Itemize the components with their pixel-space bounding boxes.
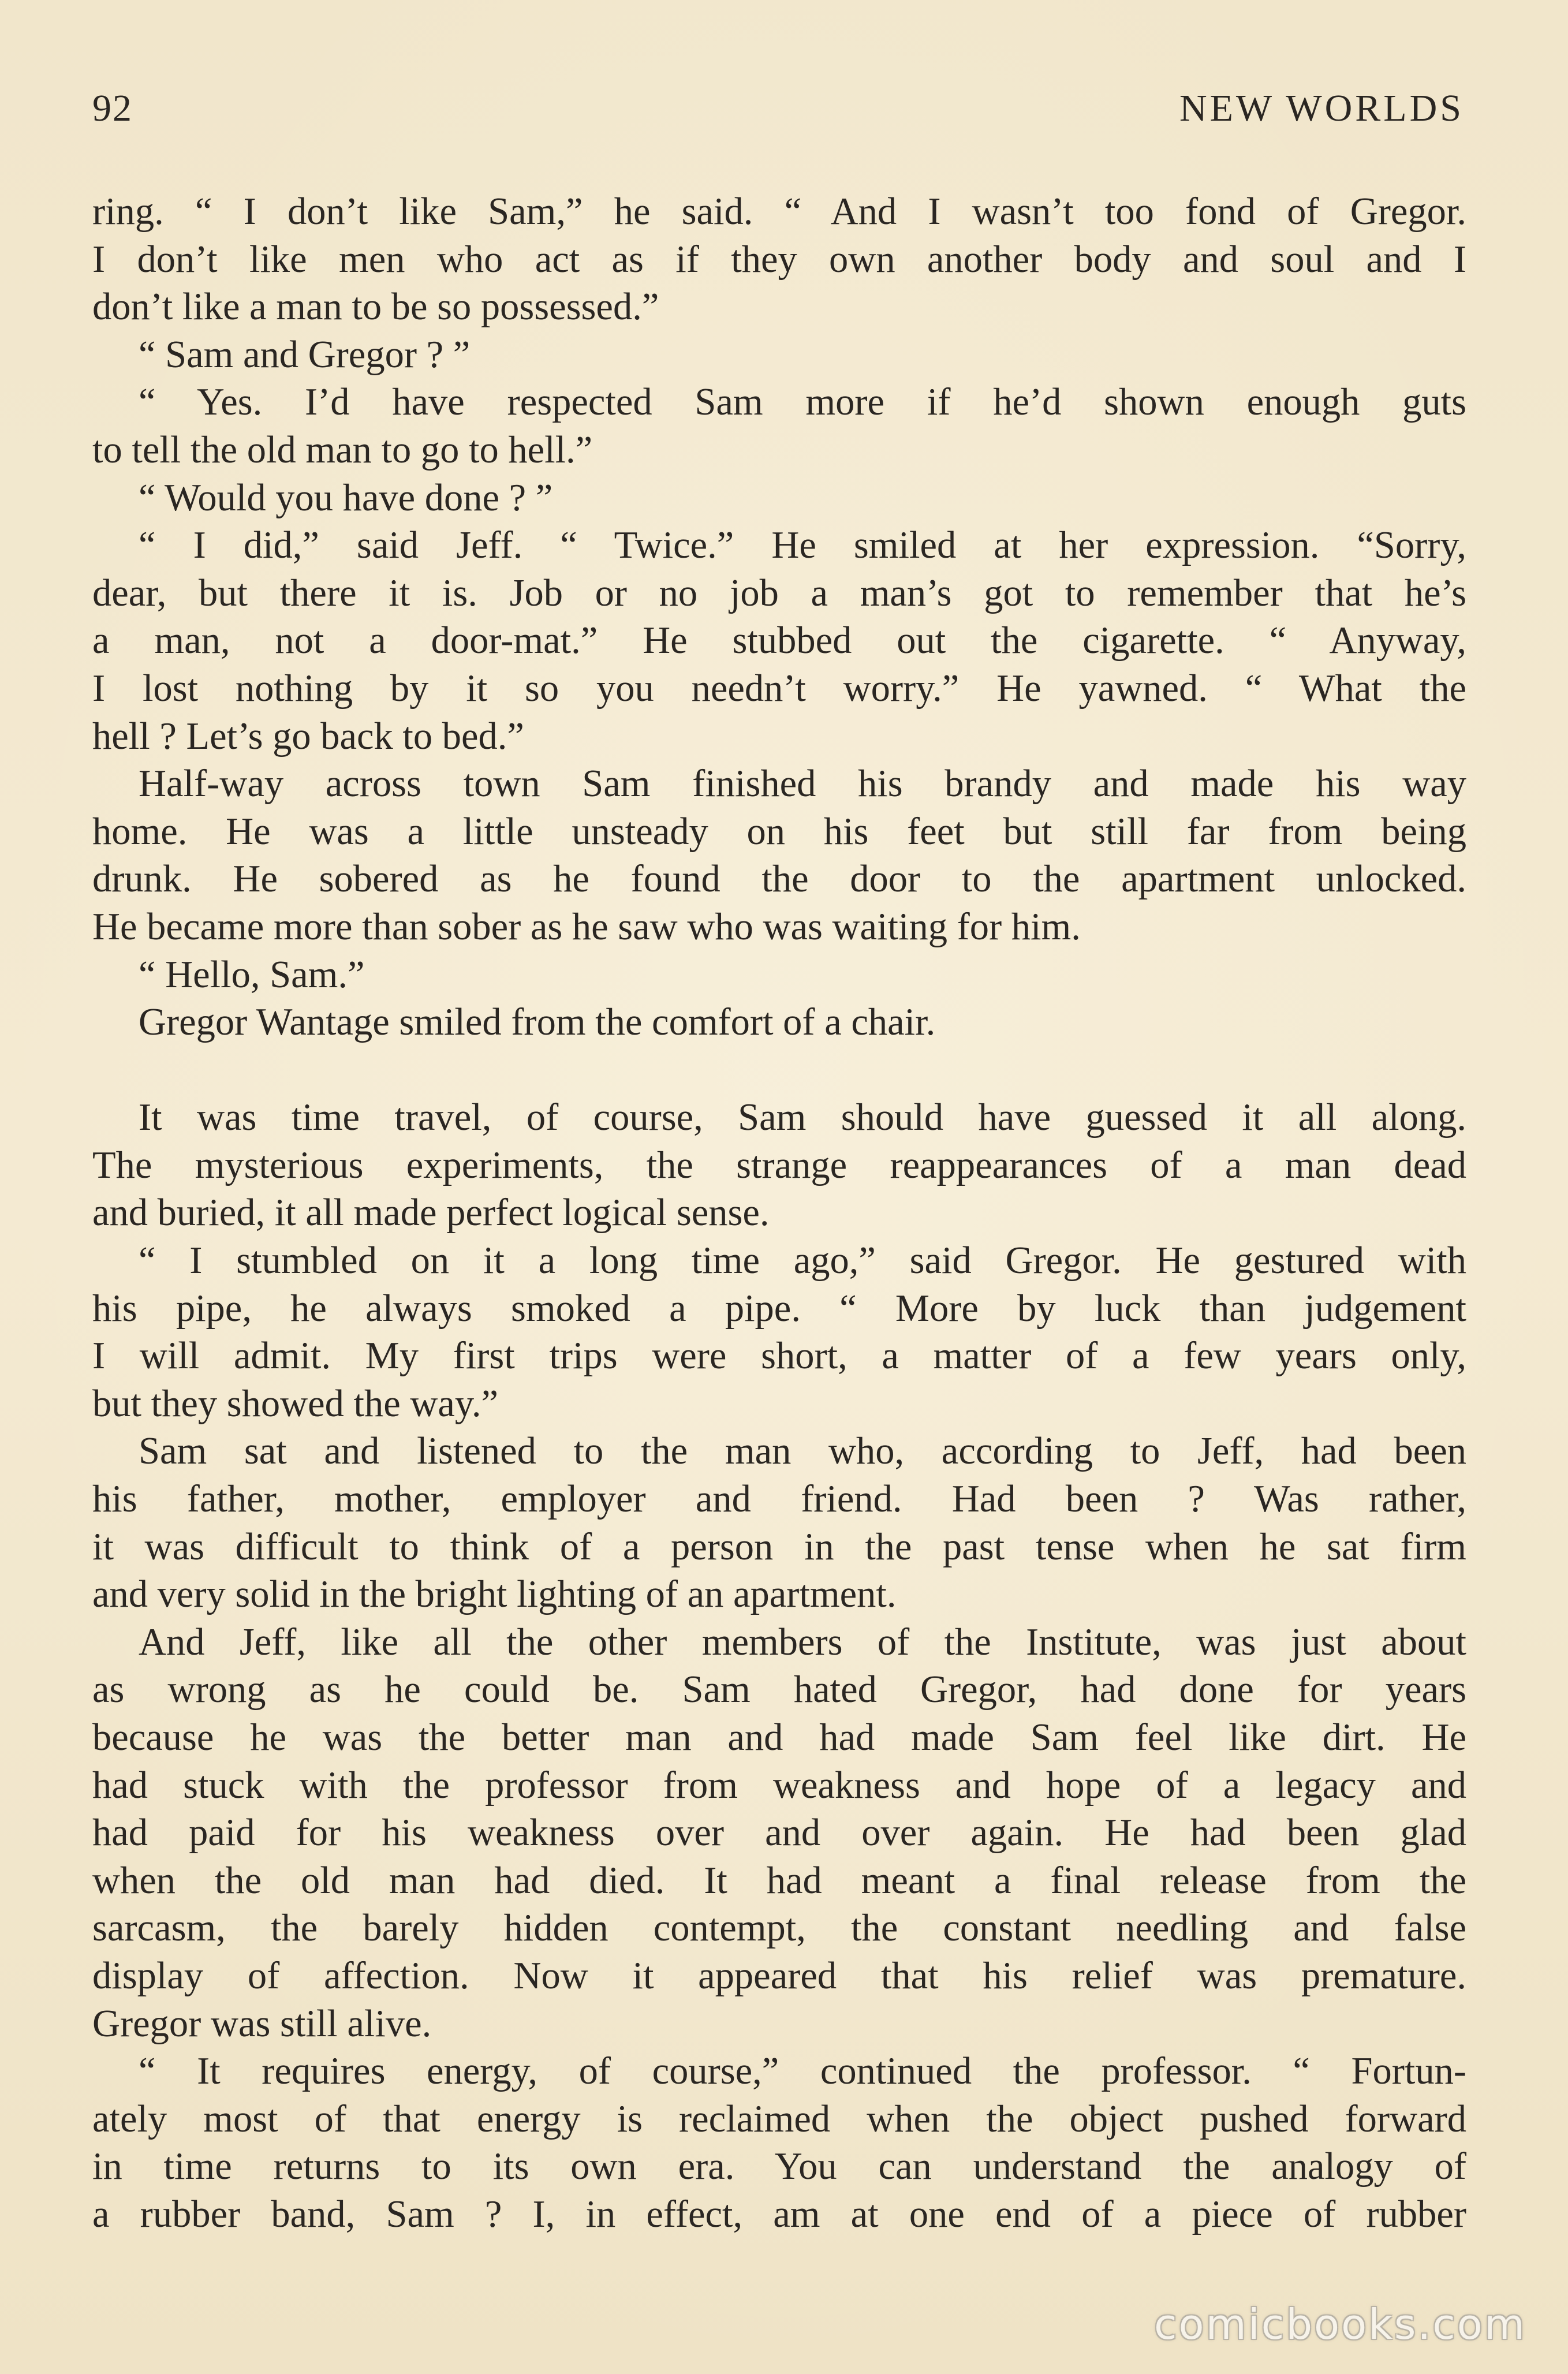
text-line: Gregor was still alive. xyxy=(92,2002,432,2045)
text-line: And Jeff, like all the other members of the Institute, was just about xyxy=(139,1621,1466,1663)
text-line: “ I did,” said Jeff. “ Twice.” He smiled at her expression. “Sorry, xyxy=(139,524,1466,567)
text-line: drunk. He sobered as he found the door to the apartment unlocked. xyxy=(92,858,1466,901)
text-line: hell ? Let’s go back to bed.” xyxy=(92,715,524,757)
text-line: display of affection. Now it appeared that his relief was premature. xyxy=(92,1954,1466,1997)
page-number: 92 xyxy=(92,87,133,129)
text-line: but they showed the way.” xyxy=(92,1382,498,1425)
text-line: I will admit. My first trips were short, a matter of a few years only, xyxy=(92,1335,1466,1378)
paragraph xyxy=(92,2048,1466,2238)
text-line: home. He was a little unsteady on his feet but still far from being xyxy=(92,810,1466,853)
paragraph xyxy=(92,760,1466,951)
text-line: because he was the better man and had made Sam feel like dirt. He xyxy=(92,1716,1466,1759)
text-line: don’t like a man to be so possessed.” xyxy=(92,286,659,329)
text-line: I don’t like men who act as if they own another body and soul and I xyxy=(92,238,1466,281)
text-line: “ Sam and Gregor ? ” xyxy=(139,333,471,376)
paragraph xyxy=(92,522,1466,760)
text-line: Sam sat and listened to the man who, according to Jeff, had been xyxy=(139,1430,1466,1473)
watermark-logo: comicbooks.com xyxy=(1153,2300,1526,2349)
paragraph xyxy=(92,999,1466,1047)
paragraph xyxy=(92,1428,1466,1618)
text-line: as wrong as he could be. Sam hated Gregor, had done for years xyxy=(92,1668,1466,1711)
paragraph xyxy=(92,331,1466,379)
text-line: his father, mother, employer and friend. Had been ? Was rather, xyxy=(92,1478,1466,1521)
text-line: Gregor Wantage smiled from the comfort of a chair. xyxy=(139,1001,936,1044)
text-line: dear, but there it is. Job or no job a man’s got to remember that he’s xyxy=(92,572,1466,614)
text-line: when the old man had died. It had meant a final release from the xyxy=(92,1859,1466,1902)
text-line: ring. “ I don’t like Sam,” he said. “ And I wasn’t too fond of Gregor. xyxy=(92,191,1466,233)
text-line: ately most of that energy is reclaimed when the object pushed forward xyxy=(92,2097,1466,2140)
running-title: NEW WORLDS xyxy=(1179,87,1464,129)
text-line: “ I stumbled on it a long time ago,” said Gregor. He gestured with xyxy=(139,1240,1466,1282)
text-line: a rubber band, Sam ? I, in effect, am at one end of a piece of rubber xyxy=(92,2193,1466,2235)
text-line: “ Hello, Sam.” xyxy=(139,953,365,996)
page-header xyxy=(92,87,1464,139)
paragraph xyxy=(92,1237,1466,1428)
text-line: had stuck with the professor from weakness and hope of a legacy and xyxy=(92,1764,1466,1806)
text-line: “ It requires energy, of course,” continued the professor. “ Fortun- xyxy=(139,2050,1466,2093)
paragraph xyxy=(92,1094,1466,1237)
text-line: “ Yes. I’d have respected Sam more if he’d shown enough guts xyxy=(139,381,1466,424)
text-line: in time returns to its own era. You can understand the analogy of xyxy=(92,2145,1466,2188)
paragraph xyxy=(92,1619,1466,2048)
text-line: The mysterious experiments, the strange reappearances of a man dead xyxy=(92,1144,1466,1186)
text-line: and very solid in the bright lighting of an apartment. xyxy=(92,1573,897,1616)
text-line: a man, not a door-mat.” He stubbed out the cigarette. “ Anyway, xyxy=(92,619,1466,662)
text-line: and buried, it all made perfect logical sense. xyxy=(92,1192,770,1234)
section-break xyxy=(92,1047,1466,1095)
text-line: “ Would you have done ? ” xyxy=(139,476,553,519)
text-line: sarcasm, the barely hidden contempt, the constant needling and false xyxy=(92,1907,1466,1950)
text-line: to tell the old man to go to hell.” xyxy=(92,428,593,471)
text-line: It was time travel, of course, Sam should have guessed it all along. xyxy=(139,1096,1466,1139)
text-line: He became more than sober as he saw who was waiting for him. xyxy=(92,905,1081,948)
text-line: it was difficult to think of a person in the past tense when he sat firm xyxy=(92,1525,1466,1568)
text-line: Half-way across town Sam finished his brandy and made his way xyxy=(139,763,1466,805)
text-line: his pipe, he always smoked a pipe. “ More by luck than judgement xyxy=(92,1287,1466,1330)
paragraph xyxy=(92,188,1466,331)
paragraph xyxy=(92,951,1466,999)
text-line: I lost nothing by it so you needn’t worry.” He yawned. “ What the xyxy=(92,667,1466,710)
paragraph xyxy=(92,475,1466,522)
paragraph xyxy=(92,379,1466,474)
body-text xyxy=(92,188,1466,2239)
text-line: had paid for his weakness over and over again. He had been glad xyxy=(92,1812,1466,1854)
